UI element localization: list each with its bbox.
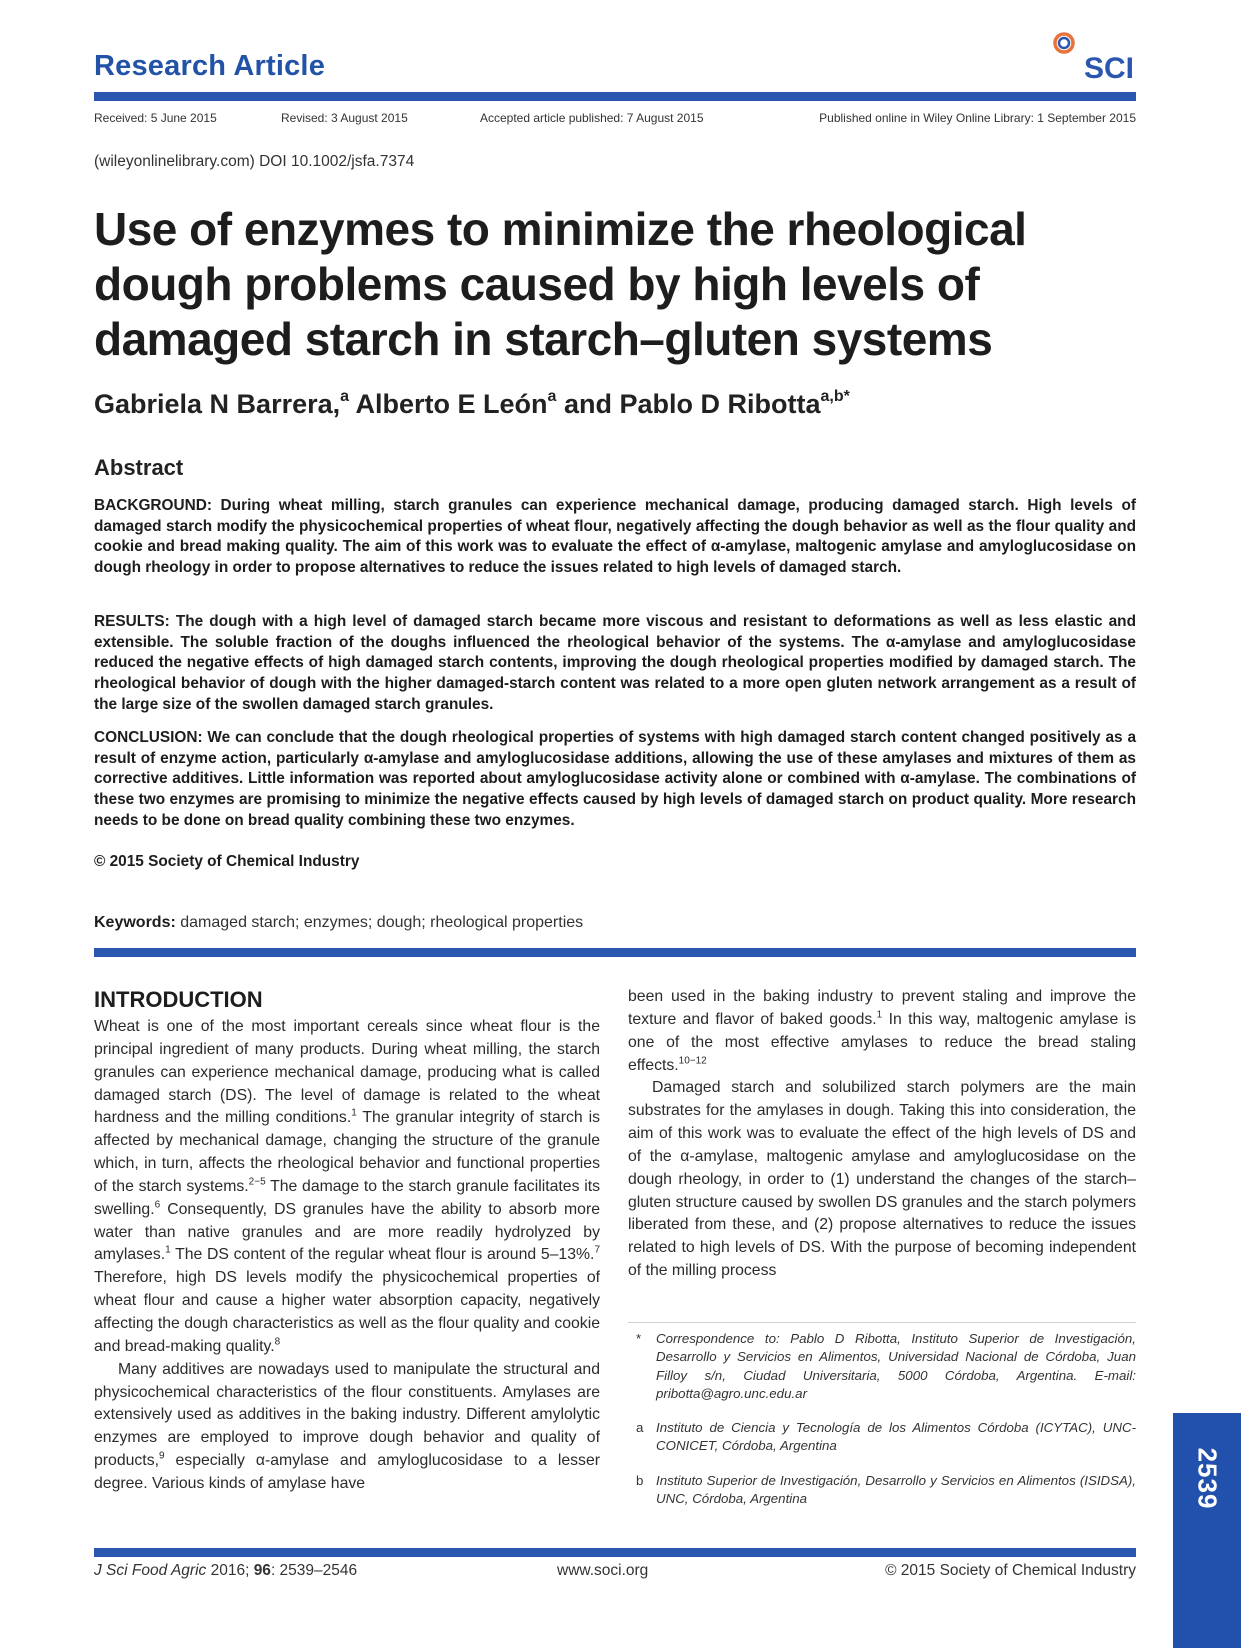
citation[interactable]: 1 — [876, 1009, 883, 1021]
abstract-copyright: © 2015 Society of Chemical Industry — [94, 853, 360, 870]
footnote-mark: a — [636, 1420, 644, 1436]
footnote-mark: b — [636, 1472, 644, 1488]
published-date: Published online in Wiley Online Library: 1 September 2015 — [819, 111, 1136, 125]
intro-paragraph: Wheat is one of the most important cereals since wheat flour is the principal ingredient of many products. During wheat milling, the starch granules can experience mechanical damage, producing what is called damaged starch (DS). The level of damage is related to the wheat hardness and the milling conditions.$^1$ The granular integrity of starch is affected by mechanical damage, changing the structure of the granule which, in turn, affects the rheological behavior and functional properties of the starch systems.$^{2-5}$ The damage to the starch granule facilitates its swelling.$^6$ Consequently, DS granules have the ability to absorb more water than native granules and are more readily hydrolyzed by amylases.$^1$ The DS content of the regular wheat flour is around 5–13%.$^7$ Therefore, high DS levels modify the physicochemical properties of wheat flour and cause a higher water absorption capacity, negatively affecting the dough characteristics as well as the flour quality and cookie and bread-making quality.$^8$ — [94, 1018, 600, 1355]
abstract-conclusion: CONCLUSION: We can conclude that the dough rheological properties of systems with high damaged starch content changed positively as a result of enzyme action, particularly α-amylase and amyloglucosidase additions, allowing the use of these amylases and mixtures of them as corrective additives. Little information was reported about amyloglucosidase activity alone or combined with α-amylase. The combinations of these two enzymes are promising to minimize the negative effects caused by high levels of damaged starch on product quality. More research needs to be done on bread quality combining these two enzymes. — [94, 729, 1136, 829]
citation[interactable]: 6 — [154, 1199, 161, 1211]
keywords-text: damaged starch; enzymes; dough; rheological properties — [180, 914, 584, 931]
revised-date: Revised: 3 August 2015 — [281, 111, 408, 125]
citation[interactable]: 1 — [165, 1245, 171, 1257]
article-title: Use of enzymes to minimize the rheological dough problems caused by high levels of damaged starch in starch–gluten systems — [94, 203, 1027, 365]
author-list — [94, 388, 850, 420]
author-affiliation: a,b* — [820, 388, 850, 405]
header-rule — [94, 92, 1136, 101]
footer-rule — [94, 1548, 1136, 1557]
citation[interactable]: 8 — [274, 1336, 281, 1348]
author-name[interactable]: Pablo D Ribotta — [619, 389, 821, 419]
keywords — [94, 914, 583, 932]
accepted-date: Accepted article published: 7 August 2015 — [480, 111, 704, 125]
keywords-label: Keywords: — [94, 914, 176, 931]
author-name[interactable]: Alberto E León — [355, 389, 548, 419]
footnote-correspondence: * Correspondence to: Pablo D Ribotta, Instituto Superior de Investigación, Desarrollo y Servicios en Alimentos, Universidad Nacional de Córdoba, Juan Filloy s/n, Ciudad Universitaria, 5000 Córdoba, Argentina. E-mail: pribotta@agro.unc.edu.ar — [636, 1331, 1136, 1401]
citation[interactable]: 1 — [351, 1108, 357, 1120]
intro-paragraph: been used in the baking industry to prevent staling and improve the texture and flavor of baked goods.$^1$ In this way, maltogenic amylase is one of the most effective amylases to reduce the bread staling effects.$^{10-12}$ — [628, 988, 1136, 1074]
author-conjunction: and — [563, 389, 612, 419]
citation[interactable]: 2−5 — [248, 1176, 266, 1188]
abstract-heading: Abstract — [94, 455, 184, 480]
doi[interactable]: (wileyonlinelibrary.com) DOI 10.1002/jsfa.7374 — [94, 153, 415, 170]
citation[interactable]: 7 — [594, 1245, 600, 1257]
intro-paragraph: Damaged starch and solubilized starch polymers are the main substrates for the amylases in dough. Taking this into consideration, the aim of this work was to evaluate the effect of the high levels of DS and of the α-amylase, maltogenic amylase and amyloglucosidase on the dough rheology, in order to (1) understand the changes of the starch–gluten structure caused by swollen DS granules and the starch polymers liberated from these, and (2) propose alternatives to reduce the issues related to high levels of DS. With the purpose of becoming independent of the milling process — [628, 1079, 1136, 1280]
footer-copyright: © 2015 Society of Chemical Industry — [885, 1562, 1136, 1579]
intro-right-column — [628, 986, 1136, 1283]
sci-logo-text: SCI — [1083, 52, 1134, 84]
introduction-heading: INTRODUCTION — [94, 987, 263, 1012]
citation[interactable]: 9 — [158, 1450, 165, 1462]
intro-paragraph: Many additives are nowadays used to manipulate the structural and physicochemical characteristics of the flour constituents. Amylases are extensively used as additives in the baking industry. Different amylolytic enzymes are employed to improve dough behavior and quality of products,$^9$ especially α-amylase and amyloglucosidase to a lesser degree. Various kinds of amylase have — [94, 1360, 600, 1492]
author-affiliation: a — [547, 388, 557, 405]
abstract-background: BACKGROUND: During wheat milling, starch granules can experience mechanical damage, producing damaged starch. High levels of damaged starch modify the physicochemical properties of wheat flour, negatively affecting the dough behavior as well as the flour quality and cookie and bread making quality. The aim of this work was to evaluate the effect of α-amylase, maltogenic amylase and amyloglucosidase on dough rheology in order to propose alternatives to reduce the issues related to high levels of damaged starch. — [94, 497, 1136, 577]
article-type: Research Article — [94, 50, 326, 82]
footnote-mark: * — [636, 1331, 642, 1346]
journal-url[interactable]: www.soci.org — [557, 1562, 649, 1579]
footnote-affiliation-a: a Instituto de Ciencia y Tecnología de los Alimentos Córdoba (ICYTAC), UNC-CONICET, Córdoba, Argentina — [636, 1420, 1136, 1454]
footnotes — [628, 1330, 1136, 1524]
footnote-rule — [628, 1322, 1136, 1323]
received-date: Received: 5 June 2015 — [94, 111, 217, 125]
abstract-results: RESULTS: The dough with a high level of damaged starch became more viscous and resistant to deformations as well as less elastic and extensible. The soluble fraction of the doughs influenced the rheological behavior of the systems. The α-amylase and amyloglucosidase reduced the negative effects of high damaged starch contents, improving the dough rheological properties modified by damaged starch. The rheological behavior of dough with the higher damaged-starch content was related to a more open gluten network arrangement as a result of the large size of the swollen damaged starch granules. — [94, 613, 1136, 713]
footnote-affiliation-b: b Instituto Superior de Investigación, Desarrollo y Servicios en Alimentos (ISIDSA), UNC, Córdoba, Argentina — [636, 1472, 1136, 1507]
page-number: 2539 — [1192, 1447, 1223, 1509]
journal-citation: J Sci Food Agric 2016; 96: 2539–2546 — [94, 1562, 358, 1579]
sci-logo-icon — [1044, 28, 1136, 84]
author-name[interactable]: Gabriela N Barrera, — [94, 389, 341, 419]
intro-left-column — [94, 1016, 600, 1496]
citation[interactable]: 10−12 — [678, 1055, 707, 1067]
section-rule — [94, 948, 1136, 957]
author-affiliation: a — [340, 388, 350, 405]
